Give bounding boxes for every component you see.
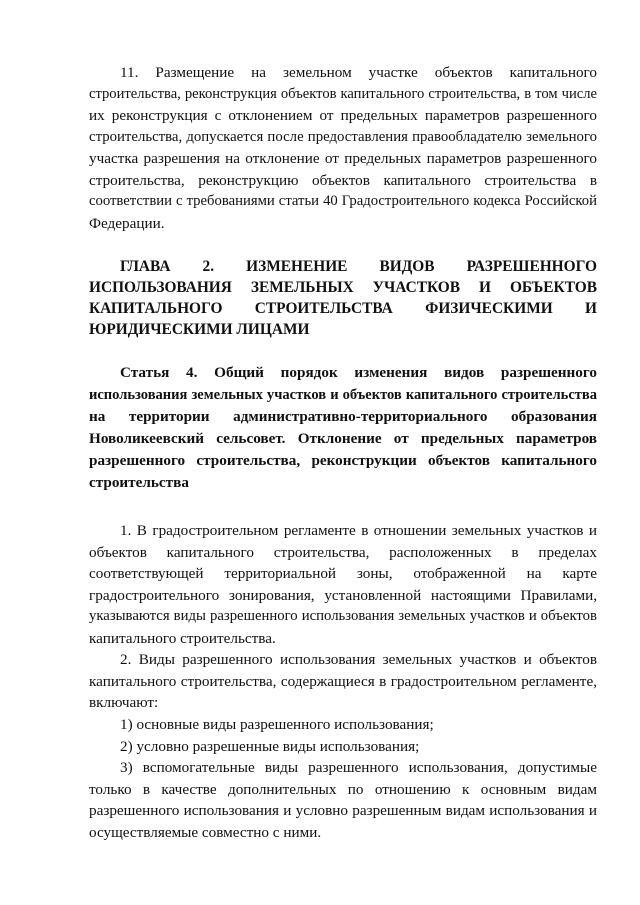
item-line: 2. Виды разрешенного использования земельных участков и объектов (120, 651, 597, 668)
article-heading (89, 362, 597, 494)
subitem-line: 1) основные виды разрешенного использования; (120, 716, 434, 733)
article-heading-line: на территории административно-территориального образования (89, 408, 597, 425)
article-heading-line: строительства (89, 474, 189, 491)
subitem-line: осуществляемые совместно с ними. (89, 823, 322, 841)
subitem-line: разрешенного использования и условно разрешенным видам использования и (89, 802, 597, 819)
article-heading-line: использования земельных участков и объектов капитального строительства (89, 387, 597, 403)
item-line: объектов капитального строительства, расположенных в пределах (89, 543, 597, 561)
chapter-heading-line: ГЛАВА 2. ИЗМЕНЕНИЕ ВИДОВ РАЗРЕШЕННОГО (120, 258, 597, 275)
item-line: капитального строительства, содержащиеся в градостроительном регламенте, (89, 672, 597, 690)
paragraph-11 (89, 62, 597, 234)
item-line: градостроительного зонирования, установленной настоящими Правилами, (89, 586, 597, 604)
article-heading-line: Статья 4. Общий порядок изменения видов разрешенного (120, 364, 597, 381)
paragraph-line: их реконструкция с отклонением от предельных параметров разрешенного (89, 107, 597, 124)
paragraph-line: 11. Размещение на земельном участке объектов капитального (120, 64, 597, 81)
subitem-1 (89, 714, 597, 736)
paragraph-line: строительства, реконструкция объектов капитального строительства, в том числе (89, 85, 597, 102)
chapter-heading-line: КАПИТАЛЬНОГО СТРОИТЕЛЬСТВА ФИЗИЧЕСКИМИ И (89, 300, 597, 317)
item-2 (89, 649, 597, 714)
subitem-2 (89, 736, 597, 758)
item-line: указываются виды разрешенного использования земельных участков и объектов (89, 608, 597, 624)
paragraph-line: участка разрешения на отклонение от предельных параметров разрешенного (89, 150, 597, 167)
article-heading-line: разрешенного строительства, реконструкции объектов капитального (89, 452, 597, 469)
item-line: 1. В градостроительном регламенте в отношении земельных участков и (120, 522, 597, 539)
chapter-heading-line: ЮРИДИЧЕСКИМИ ЛИЦАМИ (89, 321, 310, 338)
subitem-3 (89, 757, 597, 843)
paragraph-line: соответствии с требованиями статьи 40 Градостроительного кодекса Российской (89, 193, 597, 209)
item-line: соответствующей территориальной зоны, отображенной на карте (89, 565, 597, 582)
subitem-line: только в качестве дополнительных по отношению к основным видам (89, 780, 597, 798)
paragraph-line: строительства, допускается после предоставления правообладателю земельного (89, 128, 597, 145)
item-line: капитального строительства. (89, 629, 276, 647)
chapter-heading-line: ИСПОЛЬЗОВАНИЯ ЗЕМЕЛЬНЫХ УЧАСТКОВ И ОБЪЕКТОВ (89, 279, 597, 296)
subitem-line: 3) вспомогательные виды разрешенного использования, допустимые (120, 759, 597, 776)
subitem-line: 2) условно разрешенные виды использования; (120, 737, 420, 755)
chapter-heading (89, 256, 597, 340)
item-line: включают: (89, 694, 159, 711)
article-heading-line: Новоликеевский сельсовет. Отклонение от предельных параметров (89, 430, 597, 447)
paragraph-line: строительства, реконструкцию объектов капитального строительства в (89, 171, 597, 189)
item-1 (89, 520, 597, 649)
paragraph-line: Федерации. (89, 214, 165, 232)
